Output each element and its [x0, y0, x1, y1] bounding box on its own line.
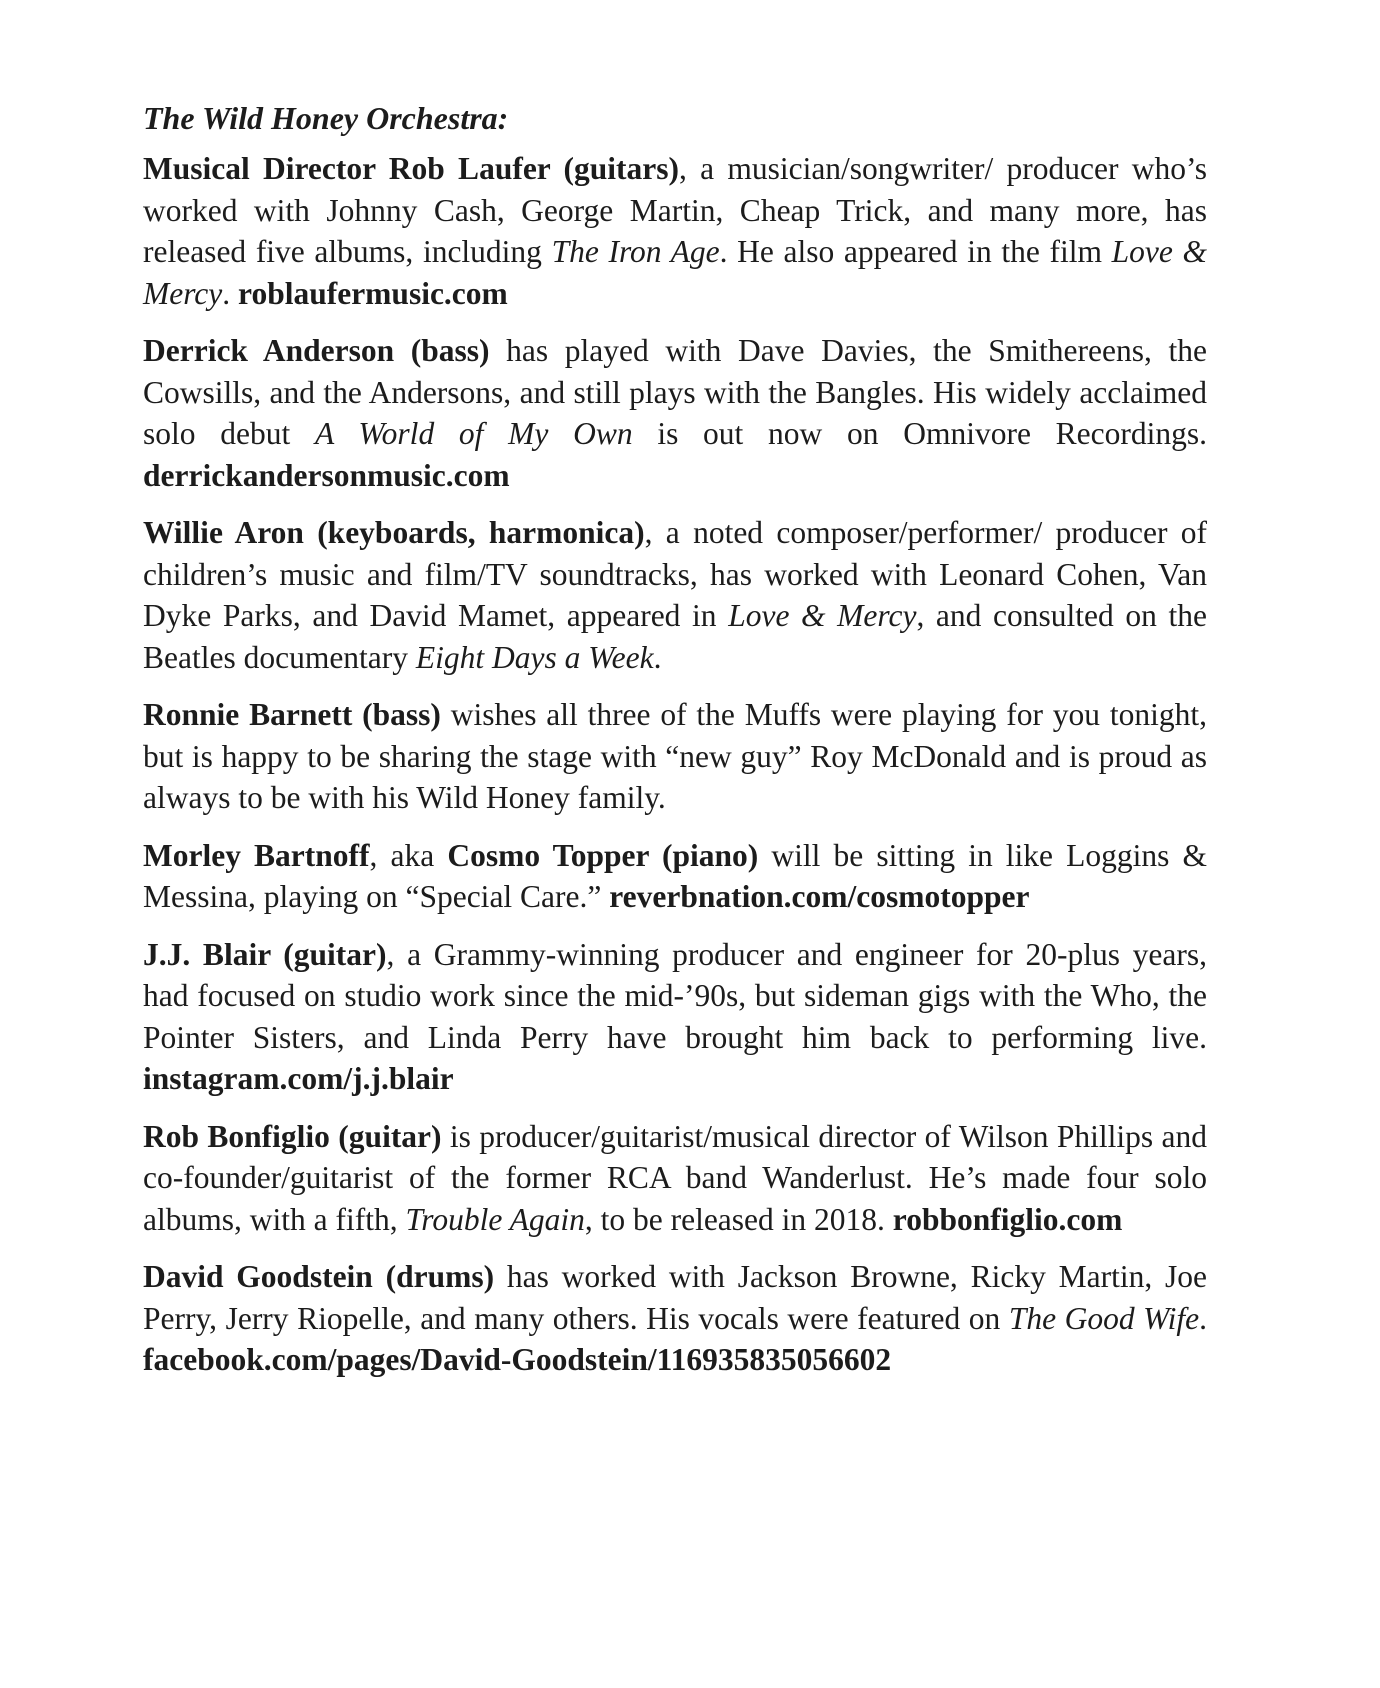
bio-paragraph — [143, 934, 1207, 1100]
bio-text: has played with Dave Davies, the Smithereens, the Cowsills, and the Andersons, and still plays with the Bangles. His widely acclaimed solo debut — [143, 333, 1207, 451]
bio-text: is out now on Omnivore Recordings. — [632, 416, 1207, 451]
bio-paragraph — [143, 330, 1207, 496]
bio-title: Love & Mercy — [728, 598, 917, 633]
bio-title: A World of My Own — [314, 416, 633, 451]
bio-text: , a musician/songwriter/ producer who’s worked with Johnny Cash, George Martin, Cheap Trick, and many more, has released five albums, including — [143, 151, 1207, 269]
bio-title: Love & Mercy — [143, 234, 1207, 311]
bio-title: The Good Wife — [1008, 1300, 1200, 1336]
bio-list — [143, 148, 1207, 1381]
bio-paragraph — [143, 694, 1207, 819]
bio-name: J.J. Blair (guitar) — [143, 936, 387, 972]
bio-title: Eight Days a Week — [415, 639, 654, 675]
bio-text: , aka — [369, 837, 448, 873]
bio-name: Rob Bonfiglio (guitar) — [143, 1118, 442, 1154]
bio-text: , and consulted on the Beatles documentary — [143, 598, 1207, 675]
bio-paragraph — [143, 1116, 1207, 1241]
bio-paragraph — [143, 148, 1207, 314]
bio-title: Trouble Again — [405, 1201, 585, 1237]
bio-text: , a noted composer/performer/ producer of children’s music and film/TV soundtracks, has worked with Leonard Cohen, Van Dyke Parks, and David Mamet, appeared in — [143, 515, 1207, 633]
bio-name: Willie Aron (keyboards, harmonica) — [143, 515, 645, 550]
bio-url: facebook.com/pages/David-Goodstein/116935835056602 — [143, 1342, 892, 1377]
bio-paragraph — [143, 512, 1207, 678]
bio-name: Morley Bartnoff — [143, 837, 370, 873]
bio-url: robbonfiglio.com — [892, 1201, 1123, 1237]
bio-name: Ronnie Barnett (bass) — [143, 697, 441, 732]
bio-paragraph — [143, 835, 1207, 918]
bio-name: Derrick Anderson (bass) — [143, 333, 490, 368]
bio-url: reverbnation.com/cosmotopper — [609, 879, 1030, 914]
section-heading: The Wild Honey Orchestra: — [143, 100, 509, 136]
bio-name: Musical Director Rob Laufer (guitars) — [143, 151, 679, 186]
bio-title: The Iron Age — [551, 234, 720, 269]
bio-text: wishes all three of the Muffs were playing for you tonight, but is happy to be sharing the stage with “new guy” Roy McDonald and is proud as always to be with his Wild Honey family. — [143, 697, 1207, 815]
bio-url: derrickandersonmusic.com — [143, 457, 510, 493]
bio-text: will be sitting in like Loggins & Messina, playing on “Special Care.” — [143, 837, 1207, 914]
bio-paragraph — [143, 1256, 1207, 1381]
bio-name: Cosmo Topper (piano) — [447, 837, 759, 873]
bio-text: is producer/guitarist/musical director of Wilson Phillips and co-founder/guitarist of the former RCA band Wanderlust. He’s made four solo albums, with a fifth, — [143, 1118, 1207, 1237]
bio-text: . — [1199, 1300, 1207, 1336]
bio-name: David Goodstein (drums) — [143, 1259, 495, 1294]
bio-url: roblaufermusic.com — [238, 275, 508, 311]
bio-text: has worked with Jackson Browne, Ricky Martin, Joe Perry, Jerry Riopelle, and many others. His vocals were featured on — [143, 1259, 1207, 1336]
bio-text: , a Grammy-winning producer and engineer for 20-plus years, had focused on studio work since the mid-’90s, but sideman gigs with the Who, the Pointer Sisters, and Linda Perry have brought him back to performing live. — [143, 936, 1207, 1055]
program-page — [143, 96, 1207, 1397]
bio-text: . — [222, 275, 239, 311]
bio-url: instagram.com/j.j.blair — [143, 1061, 454, 1096]
bio-text: , to be released in 2018. — [584, 1201, 893, 1237]
bio-text: . — [653, 639, 662, 675]
bio-text: . He also appeared in the film — [719, 234, 1112, 269]
